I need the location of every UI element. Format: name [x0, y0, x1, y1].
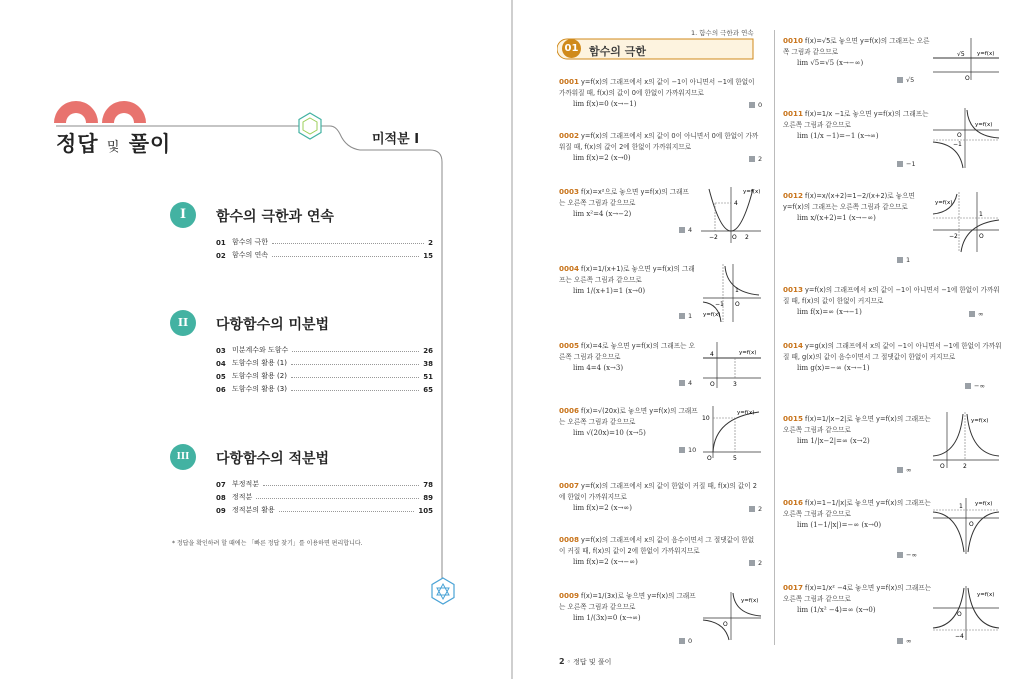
tick-label: 1: [979, 211, 983, 218]
answer-0008: 2: [749, 559, 762, 567]
answer-0011: −1: [897, 160, 916, 168]
origin-label: O: [965, 75, 970, 82]
origin-label: O: [723, 621, 728, 628]
tick-label: −2: [949, 233, 958, 240]
running-head: 1. 함수의 극한과 연속: [691, 29, 754, 37]
tick-label: 5: [733, 455, 737, 460]
toc-item[interactable]: 04 도함수의 활용 (1) 38: [216, 359, 433, 368]
origin-label: O: [710, 381, 715, 388]
usage-note: * 정답을 확인하려 할 때에는 「빠른 정답 찾기」를 이용하면 편리합니다.: [172, 540, 363, 547]
problem-0014: 0014 y=g(x)의 그래프에서 x의 값이 −1이 아니면서 −1에 한없이 가까워질 때, g(x)의 값이 음수이면서 그 절댓값이 한없이 커지므로 lim g(x)=−∞ (x→−1): [783, 341, 1002, 372]
chapter-title: 다항함수의 적분법: [216, 451, 330, 467]
answer-0003: 4: [679, 226, 692, 234]
problem-0003: 0003 f(x)=x²으로 놓으면 y=f(x)의 그래프는 오른쪽 그림과 같으므로 lim x²=4 (x→−2): [559, 187, 689, 218]
toc-item[interactable]: 08 정적분 89: [216, 493, 433, 502]
answer-0016: −∞: [897, 551, 917, 559]
graph-0004: [701, 262, 763, 324]
origin-label: O: [957, 132, 962, 139]
answer-0001: 0: [749, 101, 762, 109]
toc-item[interactable]: 01 함수의 극한 2: [216, 238, 433, 247]
problem-0006: 0006 f(x)=√(20x)로 놓으면 y=f(x)의 그래프는 오른쪽 그림과 같으므로 lim √(20x)=10 (x→5): [559, 406, 698, 437]
problem-0015: 0015 f(x)=1/|x−2|로 놓으면 y=f(x)의 그래프는 오른쪽 그림과 같으므로 lim 1/|x−2|=∞ (x→2): [783, 414, 931, 445]
curve-label: y=f(x): [741, 598, 759, 604]
section-number: 01: [562, 39, 581, 58]
problem-0016: 0016 f(x)=1−1/|x|로 놓으면 y=f(x)의 그래프는 오른쪽 그림과 같으므로 lim (1−1/|x|)=−∞ (x→0): [783, 498, 931, 529]
graph-0003: [699, 185, 763, 245]
origin-label: O: [940, 463, 945, 470]
answer-0005: 4: [679, 379, 692, 387]
hexagon-icon: [0, 0, 511, 679]
problem-0017: 0017 f(x)=1/x² −4로 놓으면 y=f(x)의 그래프는 오른쪽 그림과 같으므로 lim (1/x² −4)=∞ (x→0): [783, 583, 932, 614]
graph-0015: [931, 410, 1001, 470]
graph-0012: [931, 190, 1001, 254]
graph-0010: [931, 36, 1001, 82]
chapter-title: 함수의 극한과 연속: [216, 209, 334, 225]
graph-0006: [701, 404, 763, 460]
answer-0006: 10: [679, 446, 696, 454]
tick-label: 10: [702, 415, 710, 422]
tick-label: −1: [715, 301, 724, 308]
page-footer: 2 ◦ 정답 및 풀이: [559, 657, 612, 666]
curve-label: y=f(x): [977, 51, 995, 57]
chapter-title: 다항함수의 미분법: [216, 317, 330, 333]
answer-0007: 2: [749, 505, 762, 513]
page-title: 정답 및 풀이: [56, 132, 172, 156]
curve-label: y=f(x): [975, 122, 993, 128]
origin-label: O: [969, 521, 974, 528]
subject-label: 미적분 I: [372, 132, 420, 147]
origin-label: O: [979, 233, 984, 240]
chapter-numeral: II: [170, 310, 196, 336]
toc-item[interactable]: 07 부정적분 78: [216, 480, 433, 489]
curve-label: y=f(x): [935, 200, 953, 206]
tick-label: 2: [745, 234, 749, 241]
curve-label: y=f(x): [737, 410, 755, 416]
section-title: 함수의 극한: [589, 45, 646, 58]
graph-0005: [701, 340, 763, 390]
curve-label: y=f(x): [971, 418, 989, 424]
origin-label: O: [707, 455, 712, 460]
problem-0002: 0002 y=f(x)의 그래프에서 x의 값이 0이 아니면서 0에 한없이 가까워질 때, f(x)의 값이 2에 한없이 가까워지므로 lim f(x)=2 (x→0): [559, 131, 759, 162]
tick-label: 1: [959, 503, 963, 510]
curve-label: y=f(x): [977, 592, 995, 598]
answer-0010: √5: [897, 76, 914, 84]
tick-label: 1: [735, 287, 739, 294]
tick-label: −4: [955, 633, 964, 640]
origin-label: O: [957, 611, 962, 618]
tick-label: 2: [963, 463, 967, 470]
origin-label: O: [732, 234, 737, 241]
curve-label: y=f(x): [975, 501, 993, 507]
problem-0007: 0007 y=f(x)의 그래프에서 x의 값이 한없이 커질 때, f(x)의 값이 2에 한없이 가까워지므로 lim f(x)=2 (x→∞): [559, 481, 757, 512]
column-divider: [774, 30, 775, 645]
toc-item[interactable]: 06 도함수의 활용 (3) 65: [216, 385, 433, 394]
toc-item[interactable]: 02 함수의 연속 15: [216, 251, 433, 260]
answer-0012: 1: [897, 256, 910, 264]
left-page: [0, 0, 511, 679]
problem-0005: 0005 f(x)=4로 놓으면 y=f(x)의 그래프는 오른쪽 그림과 같으므로 lim 4=4 (x→3): [559, 341, 695, 372]
problem-0010: 0010 f(x)=√5로 놓으면 y=f(x)의 그래프는 오른쪽 그림과 같으므로 lim √5=√5 (x→−∞): [783, 36, 930, 67]
problem-0008: 0008 y=f(x)의 그래프에서 x의 값이 음수이면서 그 절댓값이 한없이 커질 때, f(x)의 값이 2에 한없이 가까워지므로 lim f(x)=2 (x→−∞): [559, 535, 755, 566]
origin-label: O: [735, 301, 740, 308]
problem-0001: 0001 y=f(x)의 그래프에서 x의 값이 −1이 아니면서 −1에 한없이 가까워질 때, f(x)의 값이 0에 한없이 가까워지므로 lim f(x)=0 (x→−1): [559, 77, 755, 108]
graph-0016: [931, 496, 1001, 556]
tick-label: −2: [709, 234, 718, 241]
answer-0002: 2: [749, 155, 762, 163]
graph-0017: [931, 584, 1001, 642]
tick-label: √5: [957, 51, 965, 58]
problem-0012: 0012 f(x)=x/(x+2)=1−2/(x+2)로 놓으면 y=f(x)의 그래프는 오른쪽 그림과 같으므로 lim x/(x+2)=1 (x→−∞): [783, 191, 915, 222]
answer-0014: −∞: [965, 382, 985, 390]
tick-label: 4: [710, 351, 714, 358]
toc-item[interactable]: 03 미분계수와 도함수 26: [216, 346, 433, 355]
answer-0017: ∞: [897, 637, 911, 645]
graph-0009: [701, 590, 763, 642]
section-banner: [557, 37, 757, 61]
curve-label: y=f(x): [743, 189, 761, 195]
problem-0009: 0009 f(x)=1/(3x)로 놓으면 y=f(x)의 그래프는 오른쪽 그림과 같으므로 lim 1/(3x)=0 (x→∞): [559, 591, 696, 622]
right-page: [513, 0, 1024, 679]
answer-0013: ∞: [969, 310, 983, 318]
problem-0004: 0004 f(x)=1/(x+1)로 놓으면 y=f(x)의 그래프는 오른쪽 그림과 같으므로 lim 1/(x+1)=1 (x→0): [559, 264, 695, 295]
problem-0011: 0011 f(x)=1/x −1로 놓으면 y=f(x)의 그래프는 오른쪽 그림과 같으므로 lim (1/x −1)=−1 (x→∞): [783, 109, 929, 140]
problem-0013: 0013 y=f(x)의 그래프에서 x의 값이 −1이 아니면서 −1에 한없이 가까워질 때, f(x)의 값이 한없이 커지므로 lim f(x)=∞ (x→−1): [783, 285, 1000, 316]
curve-label: y=f(x): [703, 312, 721, 318]
toc-item[interactable]: 09 정적분의 활용 105: [216, 506, 433, 515]
answer-0009: 0: [679, 637, 692, 645]
toc-item[interactable]: 05 도함수의 활용 (2) 51: [216, 372, 433, 381]
chapter-numeral: III: [170, 444, 196, 470]
curve-label: y=f(x): [739, 350, 757, 356]
tick-label: 3: [733, 381, 737, 388]
tick-label: 4: [734, 200, 738, 207]
answer-0004: 1: [679, 312, 692, 320]
tick-label: −1: [953, 141, 962, 148]
graph-0011: [931, 106, 1001, 170]
answer-0015: ∞: [897, 466, 911, 474]
chapter-numeral: I: [170, 202, 196, 228]
